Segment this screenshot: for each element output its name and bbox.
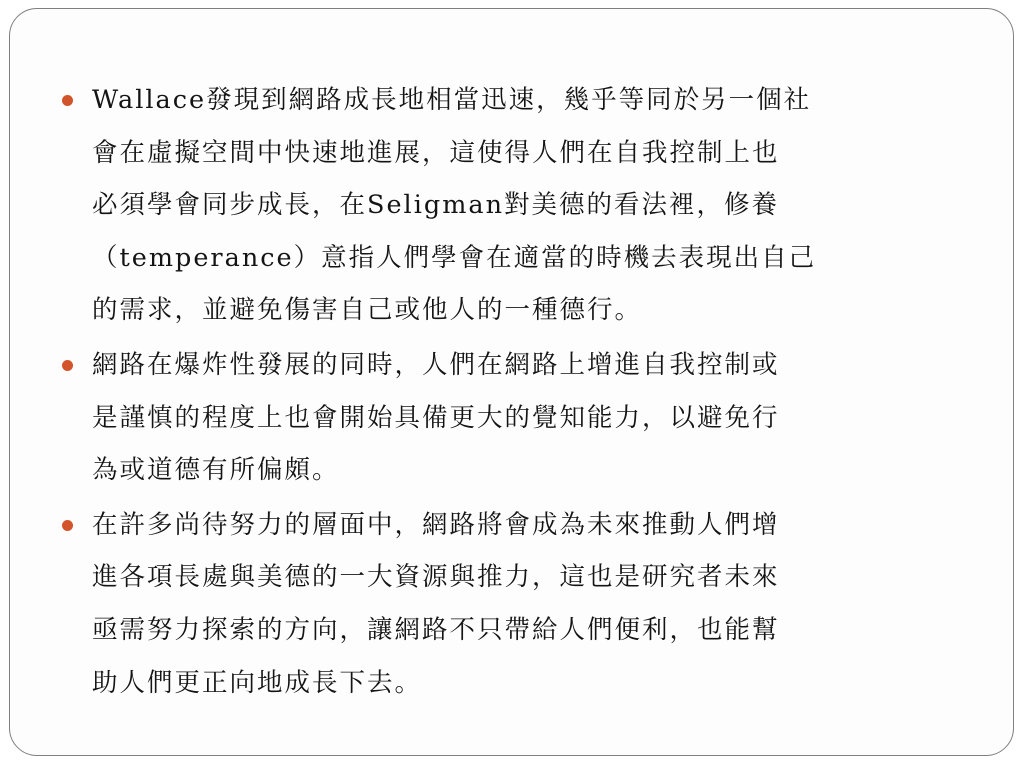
bullet-dot-icon [62,360,73,371]
bullet-item-3 [62,499,962,709]
bullet-dot-icon [62,95,73,106]
bullet-3-line-4: 助人們更正向地成長下去。 [92,667,423,698]
bullet-1-line-1: Wallace發現到網路成長地相當迅速，幾乎等同於另一個社 [92,85,812,115]
bullet-3-line-3: 亟需努力探索的方向，讓網路不只帶給人們便利，也能幫 [92,614,780,645]
bullet-list [62,74,962,711]
bullet-dot-icon [62,520,73,531]
bullet-1-line-2: 會在虛擬空間中快速地進展，這使得人們在自我控制上也 [92,137,780,168]
bullet-2-line-3: 為或道德有所偏頗。 [92,455,340,486]
bullet-3-line-2: 進各項長處與美德的一大資源與推力，這也是研究者未來 [92,562,780,593]
bullet-item-2 [62,339,962,497]
bullet-1-line-3: 必須學會同步成長，在Seligman對美德的看法裡，修養 [92,190,780,221]
bullet-1-line-5: 的需求，並避免傷害自己或他人的一種德行。 [92,295,643,326]
bullet-1-line-4: （temperance）意指人們學會在適當的時機去表現出自己 [92,242,817,273]
bullet-item-1 [62,74,962,337]
bullet-2-line-2: 是謹慎的程度上也會開始具備更大的覺知能力，以避免行 [92,402,780,433]
bullet-2-line-1: 網路在爆炸性發展的同時，人們在網路上增進自我控制或 [92,349,780,380]
bullet-3-line-1: 在許多尚待努力的層面中，網路將會成為未來推動人們增 [92,509,780,540]
